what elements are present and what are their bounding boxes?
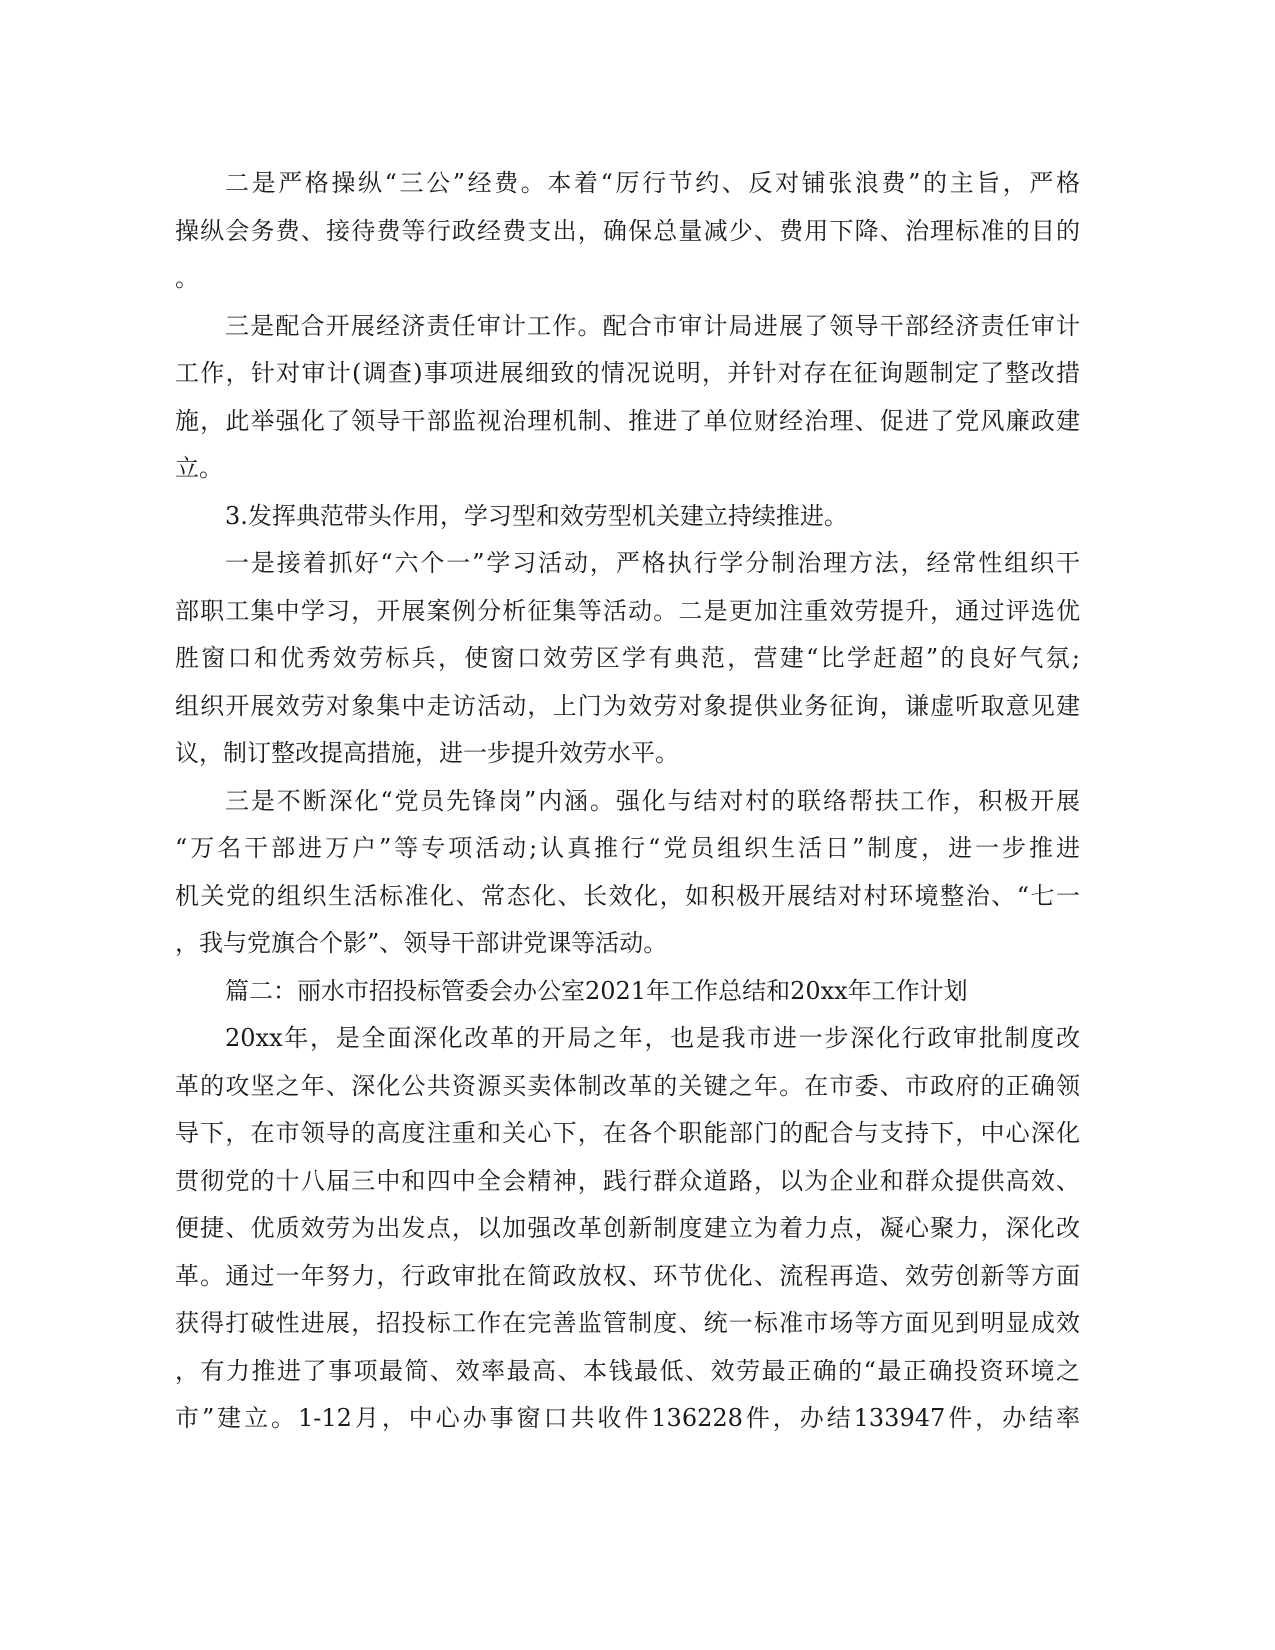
text-line: 机关党的组织生活标准化、常态化、长效化，如积极开展结对村环境整治、“七一	[175, 881, 1080, 910]
text-line: 组织开展效劳对象集中走访活动，上门为效劳对象提供业务征询，谦虚听取意见建	[175, 691, 1080, 720]
text-line: 市”建立。1-12月，中心办事窗口共收件136228件，办结133947件，办结率	[175, 1404, 1080, 1432]
document-body	[175, 160, 1080, 1443]
text-line: 操纵会务费、接待费等行政经费支出，确保总量减少、费用下降、治理标准的目的	[175, 216, 1080, 245]
text-line: 获得打破性进展，招投标工作在完善监管制度、统一标准市场等方面见到明显成效	[175, 1309, 1080, 1337]
text-line: ，我与党旗合个影”、领导干部讲党课等活动。	[175, 929, 668, 957]
text-line: 贯彻党的十八届三中和四中全会精神，践行群众道路，以为企业和群众提供高效、	[175, 1166, 1080, 1195]
text-line: 革的攻坚之年、深化公共资源买卖体制改革的关键之年。在市委、市政府的正确领	[175, 1071, 1080, 1100]
text-line: ，有力推进了事项最简、效率最高、本钱最低、效劳最正确的“最正确投资环境之	[175, 1356, 1080, 1385]
text-line: 一是接着抓好“六个一”学习活动，严格执行学分制治理方法，经常性组织干	[225, 549, 1080, 577]
text-line: 篇二：丽水市招投标管委会办公室2021年工作总结和20xx年工作计划	[225, 976, 968, 1005]
text-line: 。	[175, 264, 199, 292]
text-line: 议，制订整改提高措施，进一步提升效劳水平。	[175, 739, 679, 767]
text-line: 革。通过一年努力，行政审批在简政放权、环节优化、流程再造、效劳创新等方面	[175, 1261, 1080, 1290]
text-line: 三是配合开展经济责任审计工作。配合市审计局进展了领导干部经济责任审计	[225, 311, 1080, 340]
text-line: 立。	[175, 454, 223, 482]
text-line: 二是严格操纵“三公”经费。本着“厉行节约、反对铺张浪费”的主旨，严格	[225, 169, 1080, 197]
text-line: 施，此举强化了领导干部监视治理机制、推进了单位财经治理、促进了党风廉政建	[175, 406, 1080, 435]
text-line: 3.发挥典范带头作用，学习型和效劳型机关建立持续推进。	[225, 501, 848, 530]
text-line: 20xx年，是全面深化改革的开局之年，也是我市进一步深化行政审批制度改	[225, 1024, 1080, 1052]
text-line: 工作，针对审计(调查)事项进展细致的情况说明，并针对存在征询题制定了整改措	[175, 359, 1080, 387]
text-line: 便捷、优质效劳为出发点，以加强改革创新制度建立为着力点，凝心聚力，深化改	[175, 1214, 1080, 1242]
text-line: 导下，在市领导的高度注重和关心下，在各个职能部门的配合与支持下，中心深化	[175, 1119, 1080, 1147]
text-line: 胜窗口和优秀效劳标兵，使窗口效劳区学有典范，营建“比学赶超”的良好气氛;	[175, 644, 1080, 672]
text-line: 部职工集中学习，开展案例分析征集等活动。二是更加注重效劳提升，通过评选优	[175, 596, 1080, 625]
text-line: “万名干部进万户”等专项活动;认真推行“党员组织生活日”制度，进一步推进	[175, 834, 1080, 862]
text-line: 三是不断深化“党员先锋岗”内涵。强化与结对村的联络帮扶工作，积极开展	[225, 786, 1080, 815]
